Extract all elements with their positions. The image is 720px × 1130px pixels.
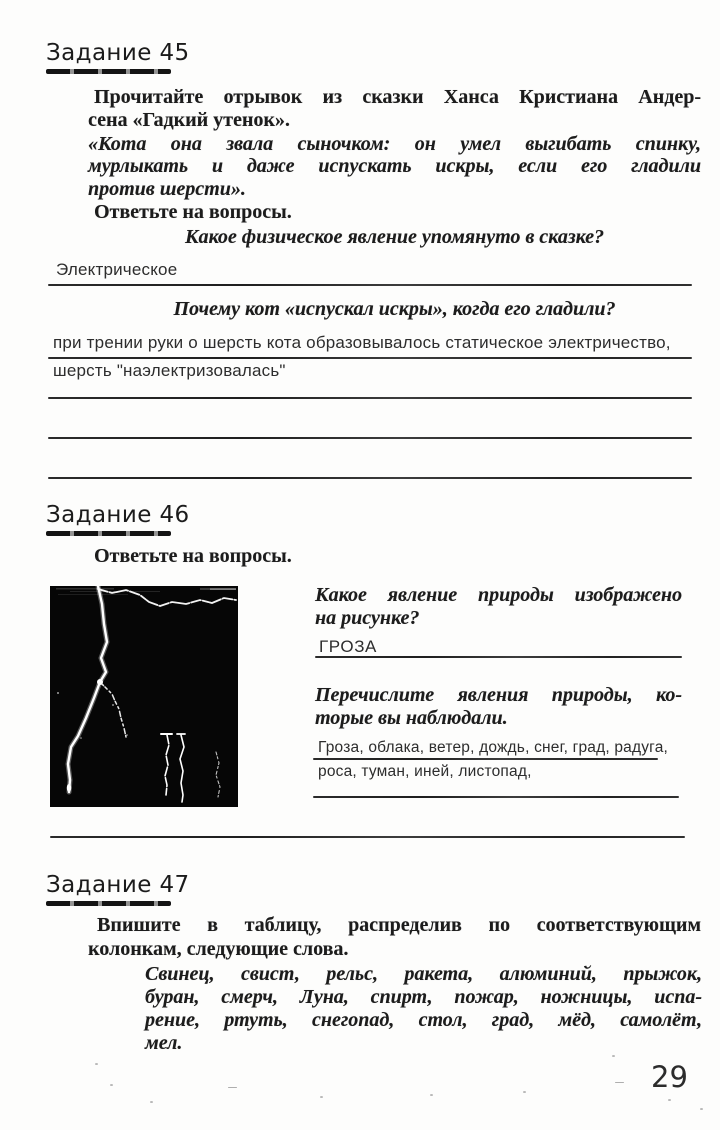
page-number: 29 [651,1060,688,1094]
task45-answer2-line1: при трении руки о шерсть кота образовывалось статическое электричество, [53,333,671,352]
task45-question1: Какое физическое явление упомянуто в сказке? [184,226,605,248]
task45-heading-underline [46,69,171,74]
task46-answer1-text: ГРОЗА [319,637,378,656]
task45-question2: Почему кот «испускал искры», когда его гладили? [173,298,616,320]
scan-speck [430,1094,433,1096]
task46-question2-line1: Перечислите явления природы, ко- [315,684,682,706]
task45-quote-line2: мурлыкать и даже испускать искры, если его гладили [88,155,701,177]
task47-words-line1: Свинец, свист, рельс, ракета, алюминий, прыжок, [145,963,702,985]
task47-words-line2: буран, смерч, Луна, спирт, пожар, ножницы, испа- [145,986,702,1008]
task46-instruction: Ответьте на вопросы. [94,545,292,567]
task47-instruction-line2: колонкам, следующие слова. [88,938,349,960]
scan-speck [228,1087,237,1088]
task47-words-line4: мел. [145,1032,183,1054]
task45-answer1-text: Электрическое [56,260,178,279]
answer-line-blank [313,796,679,798]
scan-speck [612,1055,615,1057]
answer-line [313,758,658,760]
task45-heading: Задание 45 [46,40,190,66]
task45-instruction: Ответьте на вопросы. [94,201,292,223]
answer-line-blank [50,836,685,838]
scan-speck [150,1101,153,1103]
night-sky [50,586,238,807]
scan-speck [700,1108,703,1110]
scan-speck [320,1096,323,1098]
task45-intro-line2: сена «Гадкий утенок». [88,109,290,131]
answer-line-blank [48,437,692,439]
answer-line-blank [48,397,692,399]
task46-question2-line2: торые вы наблюдали. [315,707,508,729]
task47-heading: Задание 47 [46,872,190,898]
task45-quote-line3: против шерсти». [88,178,246,200]
task45-intro-line1: Прочитайте отрывок из сказки Ханса Кристиана Андер- [94,86,701,108]
scan-speck [110,1084,113,1086]
lightning-photo [50,586,238,807]
task47-heading-underline [46,901,171,906]
task45-quote-line1: «Кота она звала сыночком: он умел выгибать спинку, [88,133,701,155]
answer-line-blank [48,477,692,479]
task47-instruction-line1: Впишите в таблицу, распределив по соответствующим [97,914,701,936]
scan-speck [95,1063,98,1065]
task45-answer2-line2: шерсть "наэлектризовалась" [53,361,286,380]
task46-question1-line1: Какое явление природы изображено [315,584,682,606]
task46-heading-underline [46,531,171,536]
task46-question1-line2: на рисунке? [315,607,420,629]
scan-speck [523,1091,526,1093]
answer-line [48,284,692,286]
scan-speck [615,1082,624,1083]
answer-line [315,656,682,658]
task47-words-line3: рение, ртуть, снегопад, стол, град, мёд, самолёт, [145,1009,702,1031]
task46-answer2-line1: Гроза, облака, ветер, дождь, снег, град, радуга, [318,739,669,756]
answer-line [48,357,692,359]
task46-answer2-line2: роса, туман, иней, листопад, [318,763,532,780]
scan-speck [668,1099,671,1101]
task46-heading: Задание 46 [46,502,190,528]
